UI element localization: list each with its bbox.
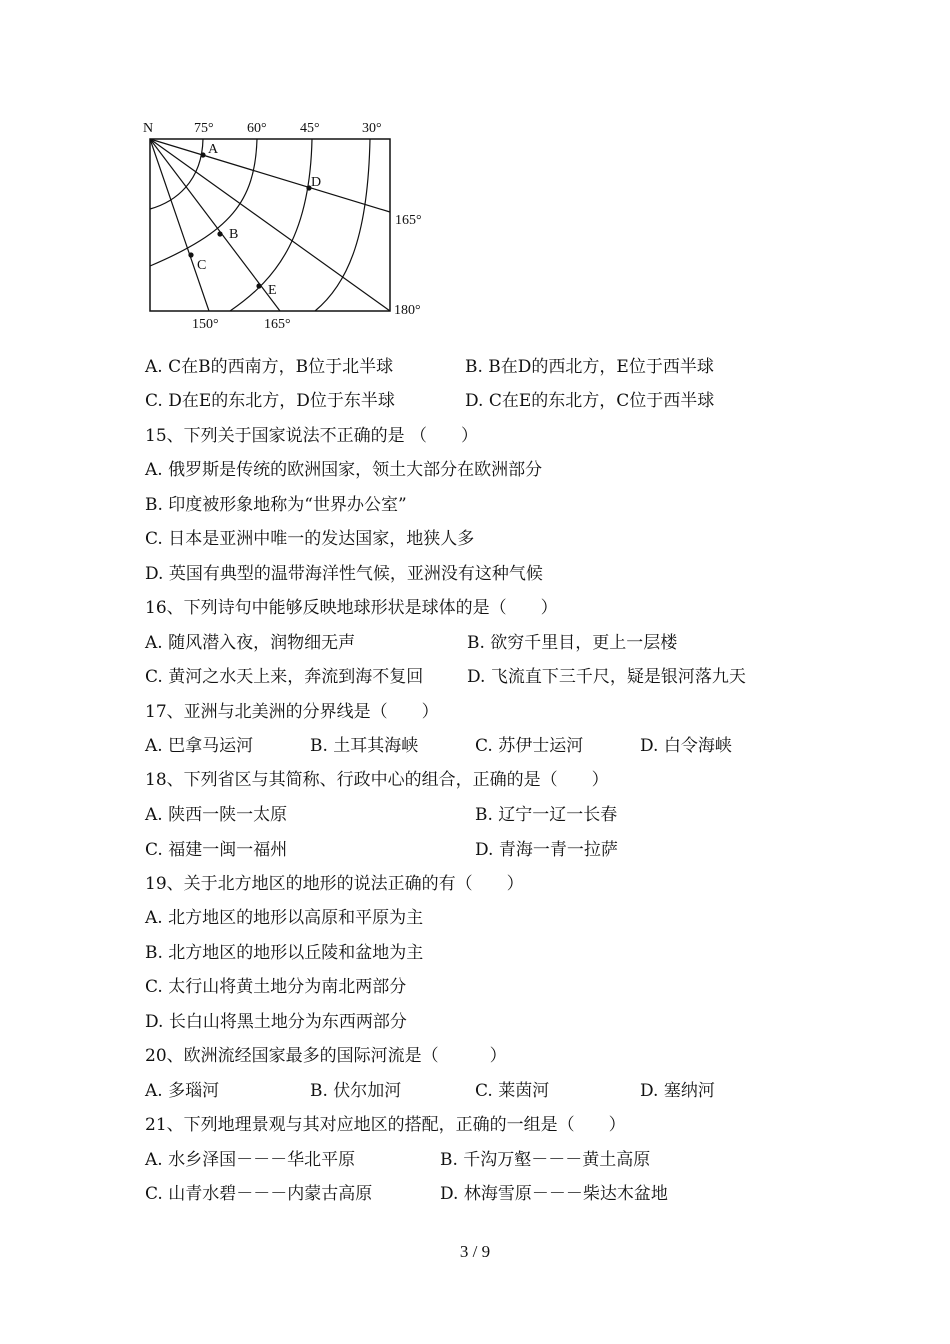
top-degree-label: 45°	[300, 121, 320, 136]
q15-option-a: A. 俄罗斯是传统的欧洲国家，领土大部分在欧洲部分	[145, 460, 543, 480]
q16-stem: 16、下列诗句中能够反映地球形状是球体的是（ ）	[145, 598, 558, 618]
bottom-degree-label: 150°	[192, 317, 219, 332]
point-b	[217, 231, 222, 236]
point-e	[256, 283, 261, 288]
q17-option-a: A. 巴拿马运河	[145, 736, 254, 756]
q20-option-d: D. 塞纳河	[640, 1081, 715, 1101]
latitude-longitude-map	[130, 112, 450, 337]
meridian-150	[150, 139, 209, 311]
point-label-d: D	[311, 175, 322, 190]
q20-option-b: B. 伏尔加河	[310, 1081, 402, 1101]
q17-option-b: B. 土耳其海峡	[310, 736, 419, 756]
q16-option-a: A. 随风潜入夜，润物细无声	[145, 633, 356, 653]
point-label-a: A	[208, 142, 219, 157]
q20-option-c: C. 莱茵河	[475, 1081, 550, 1101]
q17-option-c: C. 苏伊士运河	[475, 736, 584, 756]
top-degree-label: 30°	[362, 121, 382, 136]
point-c	[188, 252, 193, 257]
q21-stem: 21、下列地理景观与其对应地区的搭配，正确的一组是（ ）	[145, 1115, 626, 1135]
q20-option-a: A. 多瑙河	[145, 1081, 220, 1101]
q19-stem: 19、关于北方地区的地形的说法正确的有（ ）	[145, 874, 524, 894]
bottom-degree-label: 165°	[264, 317, 291, 332]
q14-option-d: D. C在E的东北方，C位于西半球	[465, 391, 715, 411]
q21-option-d: D. 林海雪原－－－柴达木盆地	[440, 1184, 668, 1204]
point-label-c: C	[197, 258, 207, 273]
top-degree-label: 75°	[194, 121, 214, 136]
q15-option-b: B. 印度被形象地称为“世界办公室”	[145, 495, 407, 515]
point-label-b: B	[229, 227, 239, 242]
q16-option-d: D. 飞流直下三千尺，疑是银河落九天	[467, 667, 746, 687]
q18-option-d: D. 青海一青一拉萨	[475, 840, 618, 860]
page-number: 3 / 9	[459, 1242, 491, 1261]
parallel-30	[315, 139, 370, 311]
right-degree-label: 180°	[394, 303, 421, 318]
right-degree-label: 165°	[395, 213, 422, 228]
q21-option-b: B. 千沟万壑－－－黄土高原	[440, 1150, 651, 1170]
q18-option-b: B. 辽宁一辽一长春	[475, 805, 618, 825]
q14-option-b: B. B在D的西北方，E位于西半球	[465, 357, 714, 377]
q20-stem: 20、欧洲流经国家最多的国际河流是（ ）	[145, 1046, 507, 1066]
q19-option-b: B. 北方地区的地形以丘陵和盆地为主	[145, 943, 424, 963]
q21-option-c: C. 山青水碧－－－内蒙古高原	[145, 1184, 373, 1204]
meridian-165-right	[150, 139, 390, 212]
north-label: N	[143, 121, 154, 136]
q16-option-c: C. 黄河之水天上来，奔流到海不复回	[145, 667, 424, 687]
point-a	[200, 152, 205, 157]
q18-stem: 18、下列省区与其简称、行政中心的组合，正确的是（ ）	[145, 770, 609, 790]
q14-option-a: A. C在B的西南方，B位于北半球	[145, 357, 394, 377]
q21-option-a: A. 水乡泽国－－－华北平原	[145, 1150, 356, 1170]
q18-option-a: A. 陕西一陕一太原	[145, 805, 288, 825]
q15-option-d: D. 英国有典型的温带海洋性气候，亚洲没有这种气候	[145, 564, 543, 584]
q15-stem: 15、下列关于国家说法不正确的是 （ ）	[145, 426, 479, 446]
q14-option-c: C. D在E的东北方，D位于东半球	[145, 391, 395, 411]
q17-stem: 17、亚洲与北美洲的分界线是（ ）	[145, 702, 439, 722]
top-degree-label: 60°	[247, 121, 267, 136]
point-label-e: E	[268, 283, 277, 298]
q16-option-b: B. 欲穷千里目，更上一层楼	[467, 633, 678, 653]
q19-option-a: A. 北方地区的地形以高原和平原为主	[145, 908, 424, 928]
q17-option-d: D. 白令海峡	[640, 736, 732, 756]
q19-option-d: D. 长白山将黑土地分为东西两部分	[145, 1012, 407, 1032]
q19-option-c: C. 太行山将黄土地分为南北两部分	[145, 977, 407, 997]
q15-option-c: C. 日本是亚洲中唯一的发达国家，地狭人多	[145, 529, 475, 549]
q18-option-c: C. 福建一闽一福州	[145, 840, 288, 860]
